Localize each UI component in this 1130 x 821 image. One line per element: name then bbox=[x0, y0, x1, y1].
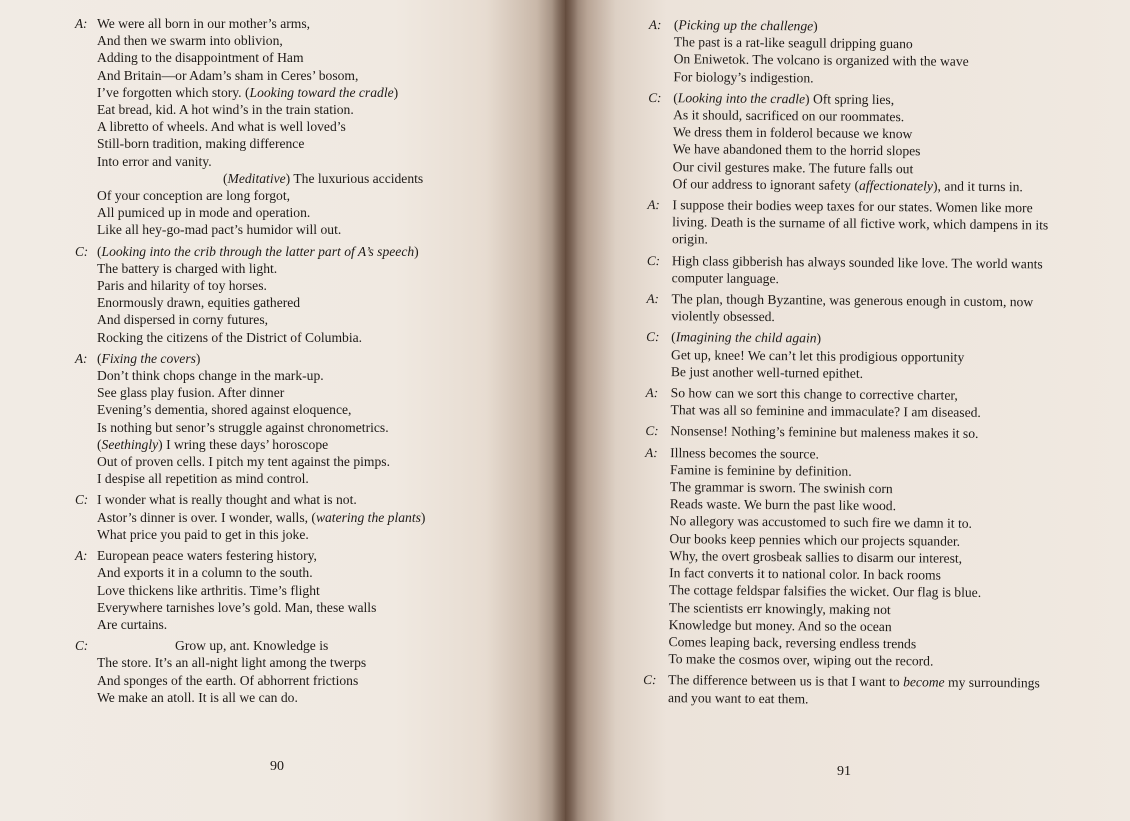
line-text: ) bbox=[414, 243, 419, 259]
line-text: And Britain—or Adam’s sham in Ceres’ bosom, bbox=[97, 67, 359, 83]
stage-direction: Looking into the crib through the latter part of A’s speech bbox=[101, 243, 415, 259]
speaker-label: C: bbox=[646, 329, 660, 345]
line-text: See glass play fusion. After dinner bbox=[97, 385, 285, 401]
right-page-text bbox=[645, 16, 1050, 713]
line-text: Don’t think chops change in the mark-up. bbox=[97, 368, 324, 384]
line-text: The scientists err knowingly, making not bbox=[668, 599, 891, 617]
line-text: ( bbox=[673, 90, 678, 106]
line-text: ) bbox=[195, 350, 201, 366]
line-text: living. Death is the surname of all fictive work, which dampens in its bbox=[672, 214, 1049, 233]
line-text: ) bbox=[816, 330, 822, 346]
speech-block bbox=[647, 384, 1046, 422]
verse-line bbox=[650, 68, 1049, 89]
verse-line bbox=[78, 135, 425, 152]
stage-direction: affectionately bbox=[858, 177, 934, 194]
speech-block bbox=[649, 196, 1048, 251]
speech-block bbox=[75, 547, 425, 633]
line-text: ) bbox=[813, 18, 818, 34]
verse-line bbox=[645, 688, 1044, 709]
line-text: The cottage feldspar falsifies the wicket. Our flag is blue. bbox=[668, 582, 982, 601]
verse-line bbox=[78, 243, 425, 260]
speech-block bbox=[645, 671, 1044, 709]
line-text: ) I wring these days’ horoscope bbox=[158, 436, 329, 452]
line-text: Astor’s dinner is over. I wonder, walls, ( bbox=[97, 509, 316, 525]
line-text: ) Oft spring lies, bbox=[805, 91, 895, 107]
speaker-label: C: bbox=[646, 252, 661, 268]
line-text: So how can we sort this change to corrective charter, bbox=[670, 385, 958, 403]
line-text: ( bbox=[97, 243, 102, 259]
verse-line bbox=[78, 367, 425, 384]
speaker-label: C: bbox=[645, 423, 659, 439]
speaker-label: A: bbox=[645, 385, 659, 401]
stage-direction: Looking toward the cradle bbox=[249, 84, 394, 100]
verse-line bbox=[78, 564, 425, 581]
speaker-label: A: bbox=[75, 350, 88, 366]
line-text: Of your conception are long forgot, bbox=[97, 188, 291, 204]
speaker-label: A: bbox=[645, 444, 658, 460]
line-text: and you want to eat them. bbox=[667, 689, 809, 706]
line-text: ) bbox=[420, 509, 426, 525]
verse-line bbox=[647, 422, 1046, 443]
verse-line bbox=[78, 616, 425, 633]
line-text: Illness becomes the source. bbox=[670, 444, 819, 462]
verse-line bbox=[78, 419, 425, 436]
verse-line bbox=[645, 650, 1044, 671]
verse-line bbox=[78, 15, 425, 32]
line-text: ( bbox=[223, 170, 228, 186]
line-text: computer language. bbox=[671, 270, 779, 286]
speech-block bbox=[645, 444, 1046, 671]
line-text: European peace waters festering history, bbox=[97, 548, 317, 564]
line-text: Nonsense! Nothing’s feminine but maleness makes it so. bbox=[670, 423, 979, 442]
line-text: I’ve forgotten which story. ( bbox=[97, 84, 250, 100]
speaker-label: C: bbox=[75, 492, 89, 508]
stage-direction: become bbox=[903, 674, 945, 690]
stage-direction: Meditative bbox=[227, 170, 286, 186]
line-text: As it should, sacrificed on our roommates. bbox=[673, 107, 905, 125]
line-text: And sponges of the earth. Of abhorrent frictions bbox=[97, 672, 359, 688]
line-text: Our civil gestures make. The future falls out bbox=[672, 158, 914, 176]
line-text: We make an atoll. It is all we can do. bbox=[97, 689, 298, 705]
verse-line bbox=[78, 311, 425, 328]
speech-block bbox=[75, 637, 425, 706]
line-text: Like all hey-go-mad pact’s humidor will out. bbox=[97, 222, 342, 238]
verse-line bbox=[78, 350, 425, 367]
speaker-label: C: bbox=[75, 638, 89, 654]
line-text: Paris and hilarity of toy horses. bbox=[97, 278, 267, 294]
line-text: Knowledge but money. And so the ocean bbox=[668, 616, 892, 634]
verse-line bbox=[78, 67, 425, 84]
line-text: That was all so feminine and immaculate? I am diseased. bbox=[670, 402, 981, 421]
line-text: For biology’s indigestion. bbox=[673, 68, 814, 86]
speech-block bbox=[650, 16, 1050, 88]
verse-line bbox=[649, 230, 1048, 251]
stage-direction: watering the plants bbox=[315, 509, 421, 525]
speech-block bbox=[75, 350, 425, 488]
line-text: Love thickens like arthritis. Time’s flight bbox=[97, 582, 320, 598]
line-text: Adding to the disappointment of Ham bbox=[97, 50, 304, 66]
line-text: ) The luxurious accidents bbox=[285, 170, 424, 186]
line-text: Grow up, ant. Knowledge is bbox=[175, 638, 329, 654]
speaker-label: C: bbox=[75, 243, 89, 259]
speaker-label: C: bbox=[643, 672, 657, 688]
stage-direction: Looking into the cradle bbox=[677, 90, 806, 107]
line-text: Be just another well-turned epithet. bbox=[670, 364, 864, 381]
verse-line bbox=[78, 49, 425, 66]
speaker-label: A: bbox=[647, 197, 660, 213]
line-text: Is nothing but senor’s struggle against chronometrics. bbox=[97, 419, 389, 435]
line-text: ( bbox=[671, 329, 676, 345]
line-text: Eat bread, kid. A hot wind’s in the train station. bbox=[97, 102, 354, 118]
page-number-left: 90 bbox=[270, 759, 284, 774]
line-text: Of our address to ignorant safety ( bbox=[672, 176, 860, 193]
line-text: ), and it turns in. bbox=[932, 178, 1023, 195]
line-text: The battery is charged with light. bbox=[97, 260, 278, 276]
line-text: Are curtains. bbox=[97, 616, 168, 632]
verse-line bbox=[78, 118, 425, 135]
speech-block bbox=[75, 243, 425, 346]
speaker-label: A: bbox=[75, 16, 88, 31]
speaker-label: A: bbox=[646, 291, 660, 307]
verse-line bbox=[78, 260, 425, 277]
left-page-text bbox=[75, 15, 426, 710]
line-text: The store. It’s an all-night light among the twerps bbox=[97, 655, 367, 671]
line-text: ) bbox=[393, 84, 399, 100]
verse-line bbox=[649, 175, 1048, 196]
stage-direction: Picking up the challenge bbox=[678, 17, 814, 34]
line-text: The past is a rat-like seagull dripping guano bbox=[673, 34, 913, 52]
line-text: And then we swarm into oblivion, bbox=[97, 33, 283, 49]
line-text: We have abandoned them to the horrid slopes bbox=[672, 141, 921, 159]
line-text: The difference between us is that I want to bbox=[668, 672, 904, 690]
line-text: Our books keep pennies which our projects squander. bbox=[669, 530, 961, 549]
verse-line bbox=[649, 269, 1048, 290]
line-text: In fact converts it to national color. In back rooms bbox=[669, 565, 941, 583]
line-text: I despise all repetition as mind control. bbox=[97, 471, 309, 487]
speech-block bbox=[75, 15, 425, 239]
right-page bbox=[565, 0, 1130, 821]
speaker-label: A: bbox=[648, 16, 662, 33]
line-text: Reads waste. We burn the past like wood. bbox=[669, 496, 897, 514]
verse-line bbox=[78, 689, 425, 706]
line-text: And dispersed in corny futures, bbox=[97, 312, 269, 328]
verse-line bbox=[78, 453, 425, 470]
verse-line bbox=[78, 509, 425, 526]
speech-block bbox=[648, 290, 1047, 328]
page-number-right: 91 bbox=[837, 764, 851, 779]
line-text: What price you paid to get in this joke. bbox=[97, 526, 309, 542]
verse-line bbox=[78, 294, 425, 311]
verse-line bbox=[78, 470, 425, 487]
verse-line bbox=[78, 153, 425, 170]
verse-line bbox=[78, 654, 425, 671]
line-text: Comes leaping back, reversing endless trends bbox=[668, 634, 917, 652]
line-text: ( bbox=[97, 350, 102, 366]
speaker-label: C: bbox=[648, 89, 662, 105]
verse-line bbox=[78, 672, 425, 689]
verse-line bbox=[78, 401, 425, 418]
speech-block bbox=[646, 252, 1048, 290]
verse-line bbox=[78, 84, 425, 101]
verse-line bbox=[648, 307, 1047, 328]
verse-line bbox=[78, 221, 425, 238]
speech-block bbox=[648, 328, 1047, 383]
speaker-label: A: bbox=[75, 548, 88, 564]
line-text: I wonder what is really thought and what is not. bbox=[97, 492, 357, 508]
line-text: We were all born in our mother’s arms, bbox=[97, 16, 311, 31]
line-text: ( bbox=[673, 17, 679, 33]
line-text: And exports it in a column to the south. bbox=[97, 565, 313, 581]
stage-direction: Imagining the child again bbox=[675, 329, 817, 346]
line-text: ( bbox=[97, 436, 102, 452]
verse-line bbox=[78, 582, 425, 599]
speech-block bbox=[649, 89, 1049, 196]
line-text: No allegory was accustomed to such fire we damn it to. bbox=[669, 513, 973, 532]
speech-block bbox=[647, 422, 1046, 443]
line-text: Evening’s dementia, shored against eloquence, bbox=[97, 402, 352, 418]
verse-line bbox=[78, 32, 425, 49]
line-text: Everywhere tarnishes love’s gold. Man, these walls bbox=[97, 599, 377, 615]
verse-line bbox=[78, 491, 425, 508]
line-text: High class gibberish has always sounded like love. The world wants bbox=[671, 252, 1043, 272]
verse-line bbox=[78, 547, 425, 564]
line-text: The grammar is sworn. The swinish corn bbox=[669, 479, 893, 497]
verse-line bbox=[78, 277, 425, 294]
line-text: Get up, knee! We can’t let this prodigious opportunity bbox=[670, 346, 965, 365]
line-text: violently obsessed. bbox=[671, 308, 775, 325]
line-text: Rocking the citizens of the District of Columbia. bbox=[97, 329, 363, 345]
line-text: my surroundings bbox=[944, 674, 1040, 691]
line-text: To make the cosmos over, wiping out the record. bbox=[668, 651, 934, 669]
line-text: origin. bbox=[671, 231, 708, 247]
stage-direction: Seethingly bbox=[101, 436, 159, 452]
line-text: All pumiced up in mode and operation. bbox=[97, 205, 311, 221]
verse-line bbox=[78, 101, 425, 118]
line-text: Famine is feminine by definition. bbox=[669, 462, 852, 479]
line-text: I suppose their bodies weep taxes for our states. Women like more bbox=[672, 197, 1033, 216]
verse-line bbox=[78, 526, 425, 543]
line-text: A libretto of wheels. And what is well loved’s bbox=[97, 119, 346, 135]
line-text: The plan, though Byzantine, was generous enough in custom, now bbox=[671, 291, 1034, 310]
line-text: Out of proven cells. I pitch my tent against the pimps. bbox=[97, 454, 390, 470]
line-text: We dress them in folderol because we know bbox=[672, 124, 913, 142]
line-text: Into error and vanity. bbox=[97, 153, 212, 169]
verse-line bbox=[78, 599, 425, 616]
line-text: On Eniwetok. The volcano is organized with the wave bbox=[673, 51, 969, 70]
stage-direction: Fixing the covers bbox=[101, 350, 196, 366]
verse-line bbox=[78, 187, 425, 204]
verse-line bbox=[78, 436, 425, 453]
verse-line bbox=[647, 401, 1046, 422]
verse-line bbox=[648, 363, 1047, 384]
line-text: Enormously drawn, equities gathered bbox=[97, 295, 301, 311]
verse-line bbox=[78, 384, 425, 401]
line-text: Still-born tradition, making difference bbox=[97, 136, 305, 152]
speech-block bbox=[75, 491, 426, 543]
verse-line bbox=[78, 329, 425, 346]
verse-line bbox=[78, 204, 425, 221]
verse-line bbox=[78, 637, 425, 654]
verse-line bbox=[78, 170, 425, 187]
line-text: Why, the overt grosbeak sallies to disarm our interest, bbox=[669, 548, 963, 566]
